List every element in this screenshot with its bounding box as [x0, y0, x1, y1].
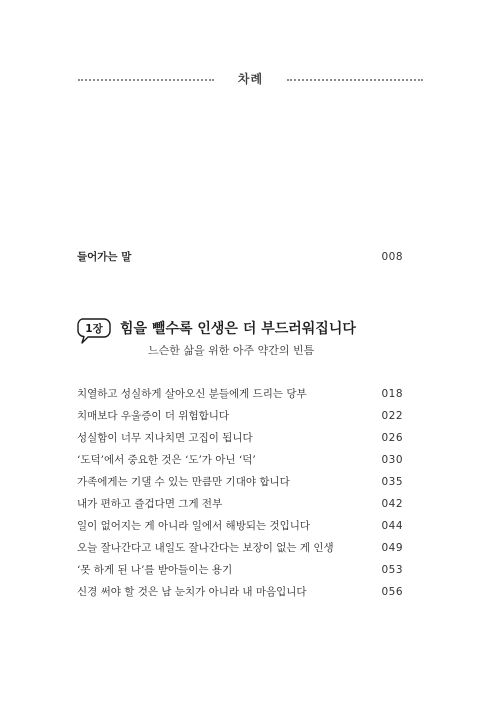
chapter-subtitle: 느슨한 삶을 위한 아주 약간의 빈틈	[148, 344, 315, 357]
intro-entry[interactable]	[77, 248, 403, 266]
toc-entry-title: 성실함이 너무 지나치면 고집이 됩니다	[77, 432, 253, 444]
toc-entry-page: 022	[381, 410, 403, 422]
intro-title: 들어가는 말	[77, 251, 132, 263]
intro-page-number: 008	[381, 251, 403, 263]
toc-header	[78, 68, 423, 92]
toc-entry-title: 내가 편하고 즐겁다면 그게 전부	[77, 498, 223, 510]
toc-entry-title: 신경 써야 할 것은 남 눈치가 아니라 내 마음입니다	[77, 586, 307, 598]
toc-entry[interactable]	[77, 583, 403, 601]
toc-entry[interactable]	[77, 495, 403, 513]
chapter-badge	[76, 317, 112, 343]
toc-entry-title: 치열하고 성실하게 살아오신 분들에게 드리는 당부	[77, 388, 307, 400]
toc-entry[interactable]	[77, 539, 403, 557]
toc-entry-page: 056	[381, 586, 403, 598]
toc-entry-page: 053	[381, 564, 403, 576]
toc-entry-title: 오늘 잘나간다고 내일도 잘나간다는 보장이 없는 게 인생	[77, 542, 334, 554]
chapter-badge-label: 1장	[85, 323, 103, 335]
toc-entry[interactable]	[77, 451, 403, 469]
toc-entry[interactable]	[77, 517, 403, 535]
toc-entry[interactable]	[77, 473, 403, 491]
toc-entry-page: 035	[381, 476, 403, 488]
toc-entry[interactable]	[77, 561, 403, 579]
toc-entry[interactable]	[77, 429, 403, 447]
chapter-title[interactable]: 힘을 뺄수록 인생은 더 부드러워집니다	[120, 321, 356, 337]
toc-entry-page: 044	[381, 520, 403, 532]
toc-entry-title: 치매보다 우울증이 더 위험합니다	[77, 410, 230, 422]
toc-entry-title: ‘못 하게 된 나’를 받아들이는 용기	[77, 564, 233, 576]
toc-entry-title: 가족에게는 기댈 수 있는 만큼만 기대야 합니다	[77, 476, 290, 488]
header-dotted-line-right	[287, 79, 423, 81]
toc-entry-page: 042	[381, 498, 403, 510]
toc-entry[interactable]	[77, 407, 403, 425]
toc-entry-title: ‘도덕’에서 중요한 것은 ‘도’가 아닌 ‘덕’	[77, 454, 256, 466]
toc-entry-title: 일이 없어지는 게 아니라 일에서 해방되는 것입니다	[77, 520, 311, 532]
toc-entry-page: 026	[381, 432, 403, 444]
toc-entry-page: 018	[381, 388, 403, 400]
toc-entry[interactable]	[77, 385, 403, 403]
toc-entry-page: 049	[381, 542, 403, 554]
toc-entry-page: 030	[381, 454, 403, 466]
toc-title: 차례	[237, 72, 264, 86]
